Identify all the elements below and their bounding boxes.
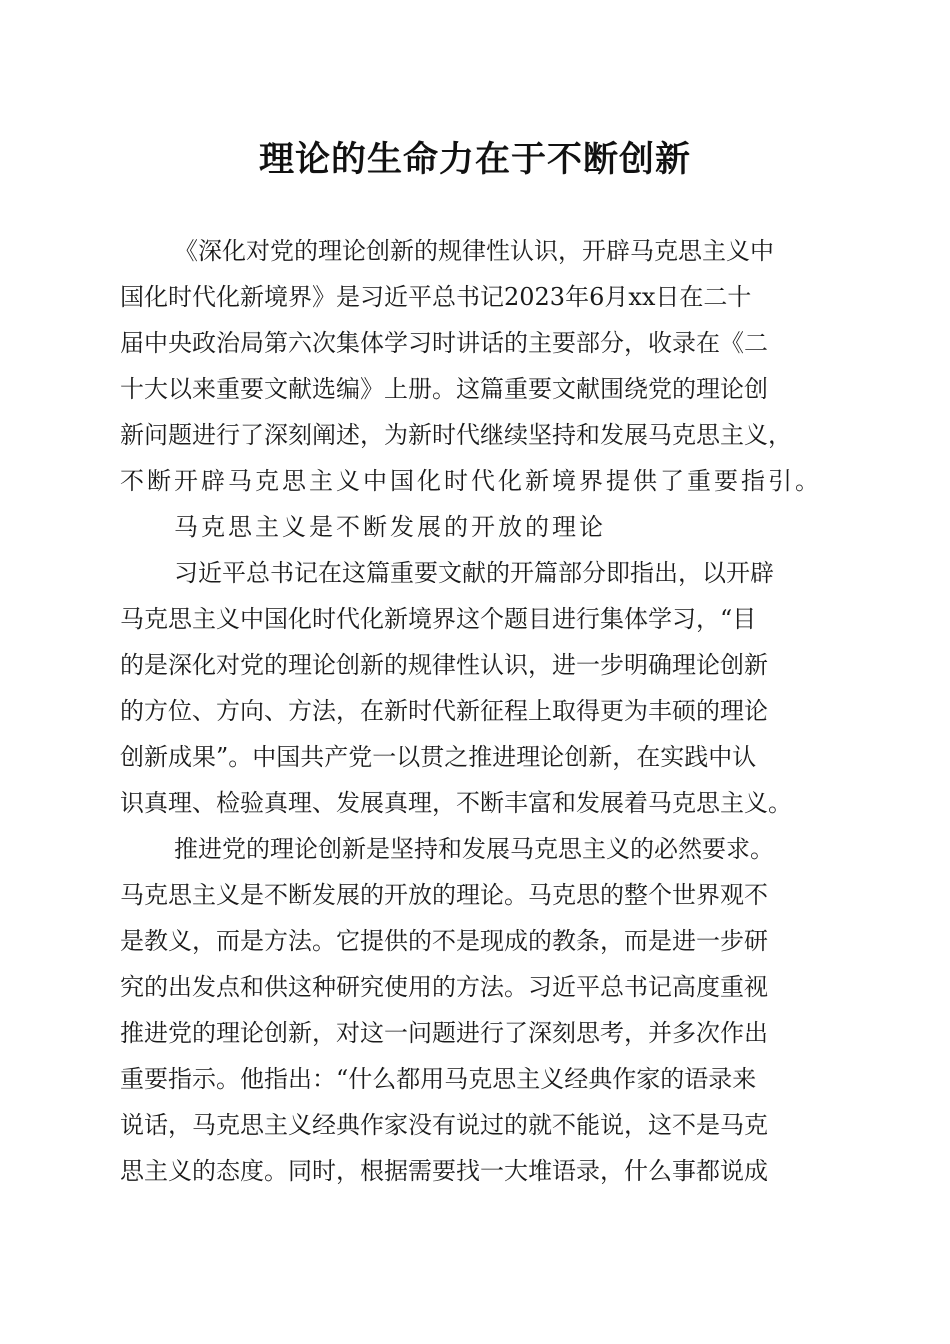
text-line: 不断开辟马克思主义中国化时代化新境界提供了重要指引。 <box>120 467 822 495</box>
document-title: 理论的生命力在于不断创新 <box>258 139 691 180</box>
text-line: 究的出发点和供这种研究使用的方法。习近平总书记高度重视 <box>120 973 768 1001</box>
text-line: 国化时代化新境界》是习近平总书记2023年6月xx日在二十 <box>120 283 752 311</box>
text-line: 识真理、检验真理、发展真理，不断丰富和发展着马克思主义。 <box>120 789 792 817</box>
text-line: 马克思主义中国化时代化新境界这个题目进行集体学习，“目 <box>120 605 757 633</box>
text-line: 推进党的理论创新是坚持和发展马克思主义的必然要求。 <box>174 835 774 863</box>
text-line: 创新成果”。中国共产党一以贯之推进理论创新，在实践中认 <box>120 743 757 771</box>
text-line: 重要指示。他指出：“什么都用马克思主义经典作家的语录来 <box>120 1065 757 1093</box>
text-line: 推进党的理论创新，对这一问题进行了深刻思考，并多次作出 <box>120 1019 768 1047</box>
text-line: 届中央政治局第六次集体学习时讲话的主要部分，收录在《二 <box>120 329 768 357</box>
text-line: 《深化对党的理论创新的规律性认识，开辟马克思主义中 <box>174 237 774 265</box>
document-body <box>120 228 832 1194</box>
section-heading: 马克思主义是不断发展的开放的理论 <box>174 513 606 541</box>
text-line: 的方位、方向、方法，在新时代新征程上取得更为丰硕的理论 <box>120 697 768 725</box>
text-line: 十大以来重要文献选编》上册。这篇重要文献围绕党的理论创 <box>120 375 768 403</box>
text-line: 的是深化对党的理论创新的规律性认识，进一步明确理论创新 <box>120 651 768 679</box>
text-line: 是教义，而是方法。它提供的不是现成的教条，而是进一步研 <box>120 927 768 955</box>
text-line: 新问题进行了深刻阐述，为新时代继续坚持和发展马克思主义， <box>120 421 792 449</box>
text-line: 习近平总书记在这篇重要文献的开篇部分即指出，以开辟 <box>174 559 774 587</box>
text-line: 思主义的态度。同时，根据需要找一大堆语录，什么事都说成 <box>120 1157 768 1185</box>
text-line: 说话，马克思主义经典作家没有说过的就不能说，这不是马克 <box>120 1111 768 1139</box>
text-line: 马克思主义是不断发展的开放的理论。马克思的整个世界观不 <box>120 881 768 909</box>
